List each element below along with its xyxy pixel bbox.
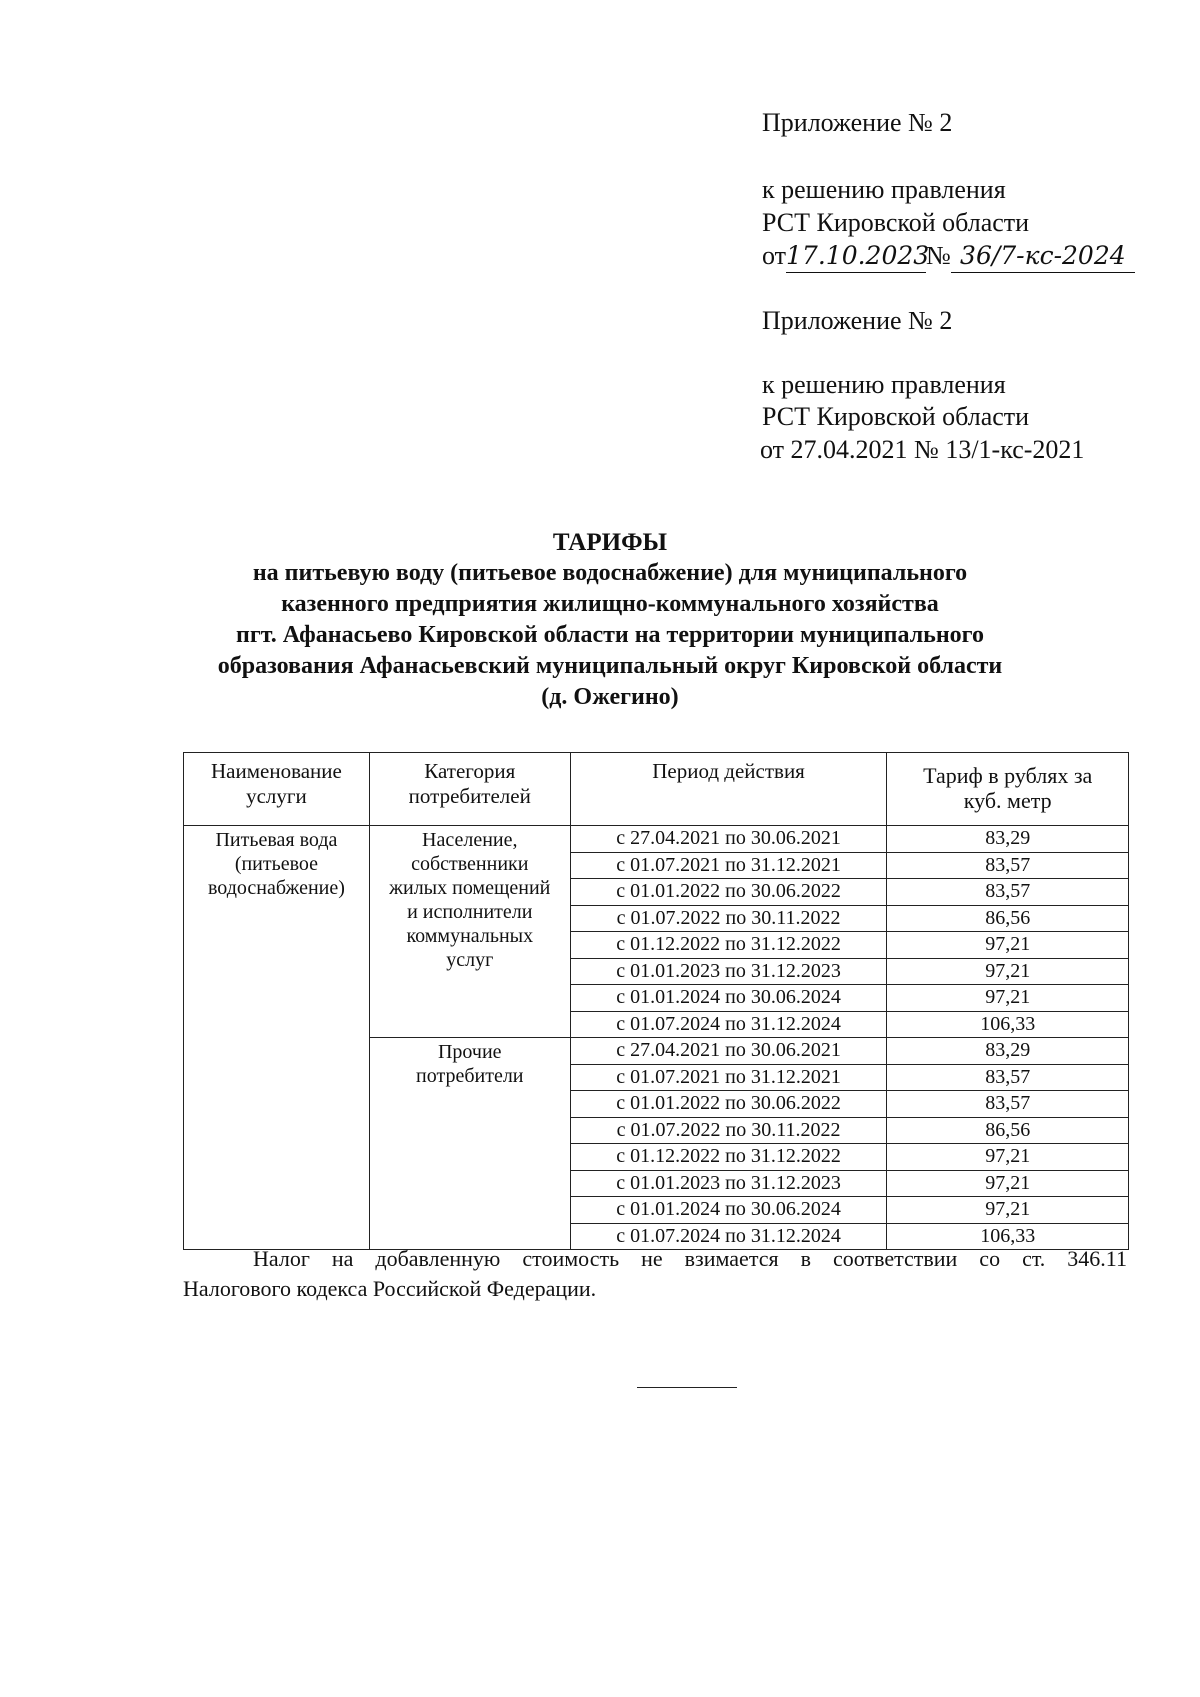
tariff-cell: 106,33	[887, 1223, 1129, 1250]
period-cell: с 01.12.2022 по 31.12.2022	[570, 932, 887, 959]
tariff-cell: 83,57	[887, 852, 1129, 879]
tariff-cell: 97,21	[887, 932, 1129, 959]
document-title	[170, 527, 1050, 713]
tariff-cell: 83,57	[887, 1091, 1129, 1118]
period-cell: с 01.07.2021 по 31.12.2021	[570, 852, 887, 879]
category-cell	[369, 1038, 570, 1250]
period-cell: с 01.12.2022 по 31.12.2022	[570, 1144, 887, 1171]
tariff-cell: 97,21	[887, 985, 1129, 1012]
period-cell: с 01.07.2024 по 31.12.2024	[570, 1011, 887, 1038]
header-period: Период действия	[570, 753, 887, 826]
period-cell: с 01.07.2024 по 31.12.2024	[570, 1223, 887, 1250]
period-cell: с 01.01.2022 по 30.06.2022	[570, 879, 887, 906]
header-category	[369, 753, 570, 826]
period-cell: с 01.07.2021 по 31.12.2021	[570, 1064, 887, 1091]
header-tariff-line2: куб. метр	[963, 788, 1052, 813]
period-cell: с 01.01.2024 по 30.06.2024	[570, 985, 887, 1012]
category-line: Прочие	[437, 1041, 502, 1063]
table-row	[184, 826, 1129, 853]
category-line: потребители	[416, 1065, 524, 1087]
handwritten-number: 36/7-кс-2024	[951, 240, 1135, 273]
period-cell: с 01.01.2022 по 30.06.2022	[570, 1091, 887, 1118]
service-cell	[184, 826, 370, 1250]
service-line: Питьевая вода	[215, 829, 338, 851]
tariff-cell: 97,21	[887, 1144, 1129, 1171]
period-cell: с 01.01.2023 по 31.12.2023	[570, 1170, 887, 1197]
title-line-1: на питьевую воду (питьевое водоснабжение) для муниципального	[252, 560, 968, 586]
date-prefix: от	[762, 241, 787, 270]
period-cell: с 27.04.2021 по 30.06.2021	[570, 826, 887, 853]
category-line: собственники	[411, 853, 529, 875]
tariff-cell: 97,21	[887, 958, 1129, 985]
appendix-2-line3: от 27.04.2021 № 13/1-кс-2021	[760, 435, 1085, 464]
title-line-5: (д. Ожегино)	[541, 684, 679, 710]
tariff-cell: 86,56	[887, 905, 1129, 932]
category-line: Население,	[422, 829, 518, 851]
title-line-2: казенного предприятия жилищно-коммунального хозяйства	[281, 591, 939, 617]
appendix-2-heading: Приложение № 2	[762, 306, 953, 335]
end-divider	[637, 1387, 737, 1388]
tariff-cell: 83,57	[887, 1064, 1129, 1091]
appendix-2-line1: к решению правления	[762, 370, 1006, 399]
vat-note	[183, 1244, 1127, 1304]
header-service-line1: Наименование	[211, 759, 342, 783]
period-cell: с 01.01.2023 по 31.12.2023	[570, 958, 887, 985]
service-line: водоснабжение)	[207, 877, 345, 899]
handwritten-date: 17.10.2023	[786, 240, 926, 273]
category-line: жилых помещений	[389, 877, 551, 899]
vat-note-line1: Налог на добавленную стоимость не взимается в соответствии со ст. 346.11	[253, 1246, 1127, 1271]
table-header-row	[184, 753, 1129, 826]
title-main: ТАРИФЫ	[552, 529, 668, 556]
category-line: и исполнители	[407, 901, 533, 923]
tariff-cell: 83,57	[887, 879, 1129, 906]
appendix-1-line3	[762, 240, 1135, 273]
category-line: коммунальных	[406, 925, 534, 947]
title-line-4: образования Афанасьевский муниципальный округ Кировской области	[217, 653, 1003, 679]
tariff-cell: 97,21	[887, 1170, 1129, 1197]
tariff-cell: 83,29	[887, 826, 1129, 853]
tariff-cell: 106,33	[887, 1011, 1129, 1038]
vat-note-line2: Налогового кодекса Российской Федерации.	[183, 1276, 597, 1301]
header-category-line2: потребителей	[408, 784, 531, 808]
tariff-cell: 83,29	[887, 1038, 1129, 1065]
service-line: (питьевое	[234, 853, 319, 875]
period-cell: с 01.01.2024 по 30.06.2024	[570, 1197, 887, 1224]
period-cell: с 01.07.2022 по 30.11.2022	[570, 1117, 887, 1144]
appendix-1-line2: РСТ Кировской области	[762, 208, 1030, 237]
appendix-1-heading: Приложение № 2	[762, 108, 953, 137]
header-service-line2: услуги	[246, 784, 307, 808]
period-cell: с 27.04.2021 по 30.06.2021	[570, 1038, 887, 1065]
header-tariff-line1: Тариф в рублях за	[923, 763, 1093, 788]
header-tariff	[887, 753, 1129, 826]
appendix-2-line2: РСТ Кировской области	[762, 402, 1030, 431]
category-cell	[369, 826, 570, 1038]
header-service	[184, 753, 370, 826]
tariff-cell: 86,56	[887, 1117, 1129, 1144]
title-line-3: пгт. Афанасьево Кировской области на территории муниципального	[236, 622, 984, 648]
tariff-cell: 97,21	[887, 1197, 1129, 1224]
header-category-line1: Категория	[424, 759, 516, 783]
period-cell: с 01.07.2022 по 30.11.2022	[570, 905, 887, 932]
category-line: услуг	[446, 949, 494, 971]
appendix-1-line1: к решению правления	[762, 175, 1006, 204]
number-prefix: №	[926, 241, 951, 270]
tariff-table	[183, 752, 1129, 1250]
